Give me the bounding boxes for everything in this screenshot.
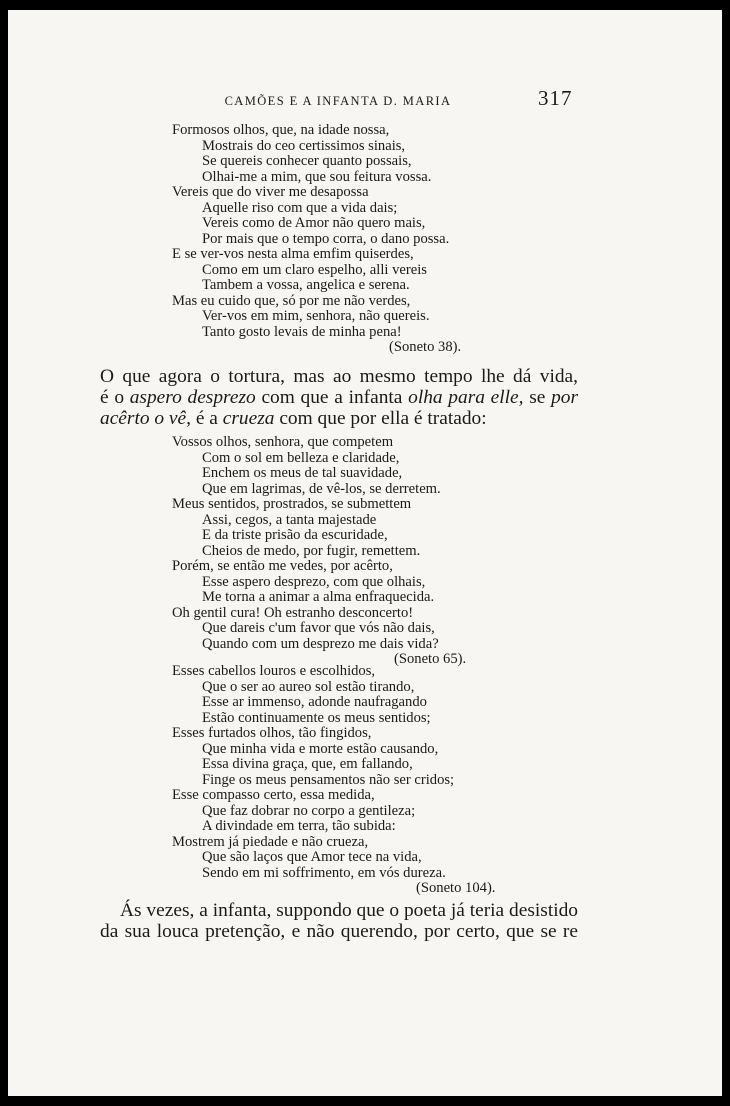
- verse-line: Que faz dobrar no corpo a gentileza;: [202, 802, 416, 819]
- prose-paragraph: [100, 900, 578, 942]
- verse-line: Que o ser ao aureo sol estão tirando,: [202, 678, 415, 695]
- verse-line: Quando com um desprezo me dais vida?: [202, 635, 439, 652]
- verse-line: Finge os meus pensamentos não ser cridos;: [202, 771, 455, 788]
- verse-line: Cheios de medo, por fugir, remettem.: [202, 542, 421, 559]
- prose-emphasis: crueza: [222, 408, 275, 429]
- verse-line: Esse compasso certo, essa medida,: [172, 787, 375, 803]
- verse-line: Que em lagrimas, de vê-los, se derretem.: [202, 480, 441, 497]
- verse-line: Por mais que o tempo corra, o dano possa.: [202, 230, 450, 247]
- verse-line: Formosos olhos, que, na idade nossa,: [172, 122, 390, 138]
- page-header: [8, 86, 722, 116]
- verse-line: Vereis como de Amor não quero mais,: [202, 215, 426, 231]
- sonnet-source: (Soneto 65).: [394, 651, 467, 667]
- prose-emphasis: olha para elle,: [408, 387, 524, 408]
- sonnet-source: (Soneto 38).: [389, 339, 462, 355]
- verse-line: Oh gentil cura! Oh estranho desconcerto!: [172, 604, 414, 621]
- prose-line: O que agora o tortura, mas ao mesmo tempo lhe dá vida,: [100, 366, 578, 387]
- prose-line: [100, 408, 578, 429]
- verse-line: Assi, cegos, a tanta majestade: [202, 511, 377, 528]
- verse-line: Esse aspero desprezo, com que olhais,: [202, 573, 426, 590]
- sonnet-65: [172, 435, 466, 668]
- verse-line: Que dareis c'um favor que vós não dais,: [202, 620, 435, 636]
- verse-line: Que são laços que Amor tece na vida,: [202, 849, 422, 865]
- verse-line: Se quereis conhecer quanto possais,: [202, 153, 412, 169]
- prose-text: se: [523, 387, 552, 408]
- verse-line: Olhai-me a mim, que sou feitura vossa.: [202, 168, 432, 185]
- verse-line: Me torna a animar a alma enfraquecida.: [202, 589, 435, 605]
- verse-line: Vereis que do viver me desapossa: [172, 184, 369, 200]
- verse-line: Com o sol em belleza e claridade,: [202, 449, 400, 466]
- prose-text: com que a infanta: [255, 387, 409, 408]
- verse-line: Esses cabellos louros e escolhidos,: [172, 663, 376, 679]
- sonnet-104: [172, 664, 495, 897]
- prose-paragraph: [100, 366, 578, 429]
- prose-line: [100, 387, 578, 408]
- verse-line: Mostrais do ceo certissimos sinais,: [202, 137, 406, 154]
- sonnet-38: [172, 123, 461, 356]
- prose-text: é o: [100, 387, 130, 408]
- verse-line: Enchem os meus de tal suavidade,: [202, 465, 403, 481]
- verse-line: Esses furtados olhos, tão fingidos,: [172, 725, 372, 741]
- prose-text: com que por ella é tratado:: [274, 408, 487, 429]
- sonnet-source: (Soneto 104).: [416, 880, 496, 896]
- prose-emphasis: acêrto o vê,: [100, 408, 191, 429]
- verse-line: Que minha vida e morte estão causando,: [202, 740, 439, 757]
- verse-line: E se ver-vos nesta alma emfim quiserdes,: [172, 246, 414, 262]
- verse-line: Essa divina graça, que, em fallando,: [202, 756, 413, 772]
- running-title: CAMÕES E A INFANTA D. MARIA: [224, 94, 452, 108]
- verse-line: Tambem a vossa, angelica e serena.: [202, 277, 410, 293]
- prose-text: é a: [191, 408, 223, 429]
- prose-emphasis: aspero desprezo: [129, 387, 256, 408]
- verse-line: Mas eu cuido que, só por me não verdes,: [172, 292, 411, 309]
- verse-line: Vossos olhos, senhora, que competem: [172, 434, 394, 450]
- prose-line: Ás vezes, a infanta, suppondo que o poeta já teria desistido: [120, 900, 578, 921]
- verse-line: Sendo em mi soffrimento, em vós dureza.: [202, 864, 446, 881]
- verse-line: Tanto gosto levais de minha pena!: [202, 323, 402, 340]
- verse-line: E da triste prisão da escuridade,: [202, 527, 388, 543]
- prose-emphasis: por: [551, 387, 579, 408]
- page-number: 317: [538, 86, 573, 110]
- verse-line: Aquelle riso com que a vida dais;: [202, 199, 398, 216]
- book-page: [8, 10, 722, 1096]
- verse-line: Ver-vos em mim, senhora, não quereis.: [202, 308, 430, 324]
- verse-line: Estão continuamente os meus sentidos;: [202, 709, 431, 726]
- verse-line: Porém, se então me vedes, por acêrto,: [172, 558, 393, 574]
- verse-line: Esse ar immenso, adonde naufragando: [202, 694, 427, 710]
- verse-line: Meus sentidos, prostrados, se submettem: [172, 496, 412, 512]
- verse-line: Mostrem já piedade e não crueza,: [172, 833, 369, 850]
- verse-line: Como em um claro espelho, alli vereis: [202, 261, 427, 278]
- prose-line: da sua louca pretenção, e não querendo, por certo, que se re: [100, 921, 578, 942]
- verse-line: A divindade em terra, tão subida:: [202, 818, 396, 834]
